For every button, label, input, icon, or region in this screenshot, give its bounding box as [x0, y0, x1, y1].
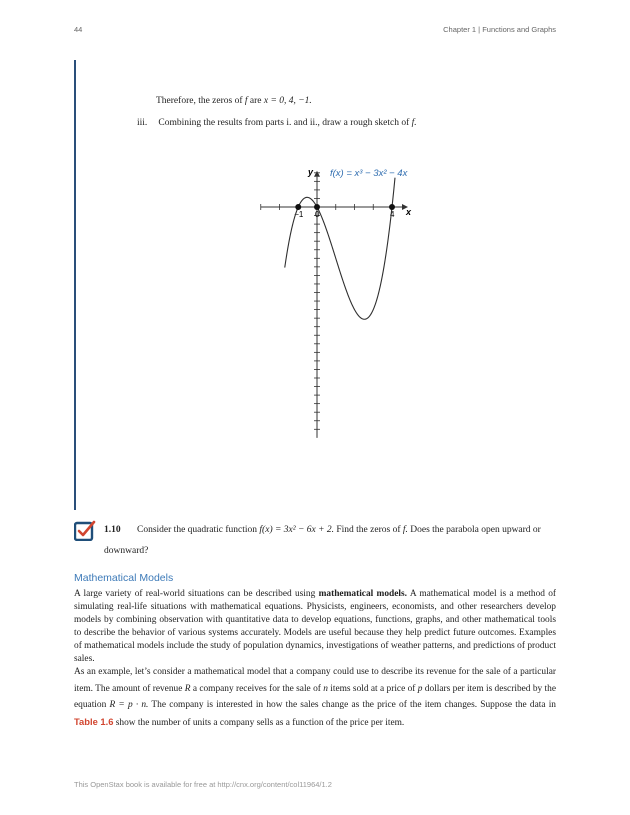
zero-point [314, 204, 320, 210]
revenue-equation: R = p · n. [109, 700, 149, 710]
y-axis-label: y [308, 166, 314, 177]
para2-text-a: As an example, let’s consider a mathematical model that a company could use to describe its revenue for the sale of a particular item. The amount of revenue [74, 667, 556, 694]
try-it-exercise [104, 520, 559, 562]
exercise-number: 1.10 [104, 525, 121, 535]
para2-text-f: show the number of units a company sells as a function of the price per item. [115, 717, 405, 728]
chapter-header: Chapter 1 | Functions and Graphs [443, 25, 556, 34]
para1-text-b: A mathematical model is a method of simulating real-life situations with mathematical equations. Physicists, engineers, economists, and other researchers develop models by combining observation with quantitative data to develop equations, functions, graphs, and other mathematical tools to describe the behavior of various systems accurately. Models are useful because they help predict future outcomes. Examples of mathematical models include the study of population dynamics, investigations of weather patterns, and predictions of product sales. [74, 589, 557, 664]
exercise-f: f. [402, 525, 408, 535]
var-n: n [323, 683, 328, 694]
zeros-f: f [244, 96, 248, 106]
footer-note: This OpenStax book is available for free at http://cnx.org/content/col11964/1.2 [74, 780, 332, 789]
para2-text-c: items sold at a price of [330, 683, 416, 694]
table-1-6-link[interactable]: Table 1.6 [74, 715, 114, 727]
function-label: f(x) = x³ − 3x² − 4x [330, 167, 408, 179]
step-f: f. [411, 118, 417, 128]
paragraph-models [74, 588, 556, 666]
tick-label: 0 [315, 210, 320, 219]
page-number: 44 [74, 25, 83, 34]
zeros-text-2: are [249, 96, 262, 106]
para1-text-a: A large variety of real-world situations can be described using [74, 589, 316, 599]
axis-ticks [261, 173, 392, 430]
zeros-text-1: Therefore, the zeros of [156, 96, 243, 106]
step-text: Combining the results from parts i. and ii., draw a rough sketch of [158, 118, 410, 128]
zeros-values: x = 0, 4, −1. [263, 96, 312, 106]
section-title: Mathematical Models [74, 572, 174, 584]
x-axis-label: x [406, 207, 412, 217]
try-it-checkbox-icon [74, 519, 96, 541]
var-R: R [184, 683, 191, 694]
para2-text-e: The company is interested in how the sales change as the price of the item changes. Suppose the data in [151, 700, 556, 710]
y-axis-arrow [314, 171, 320, 177]
para1-bold-term: mathematical models. [318, 589, 408, 599]
para2-text-b: a company receives for the sale of [192, 683, 321, 694]
paragraph-revenue-example [74, 664, 556, 731]
zero-point [295, 204, 301, 210]
var-p: p [417, 683, 423, 694]
exercise-function: f(x) = 3x² − 6x + 2. [259, 525, 334, 535]
exercise-text-3: Does the parabola open upward or downward? [104, 525, 541, 556]
function-curve [285, 178, 395, 320]
step-number: iii. [137, 118, 148, 128]
tick-label: −1 [294, 210, 304, 219]
tick-label: 4 [390, 210, 395, 219]
para2-text-d: dollars per item is described by the equation [74, 683, 556, 710]
exercise-text-1: Consider the quadratic function [137, 525, 258, 535]
exercise-text-2: Find the zeros of [336, 525, 401, 535]
zero-point [389, 204, 395, 210]
